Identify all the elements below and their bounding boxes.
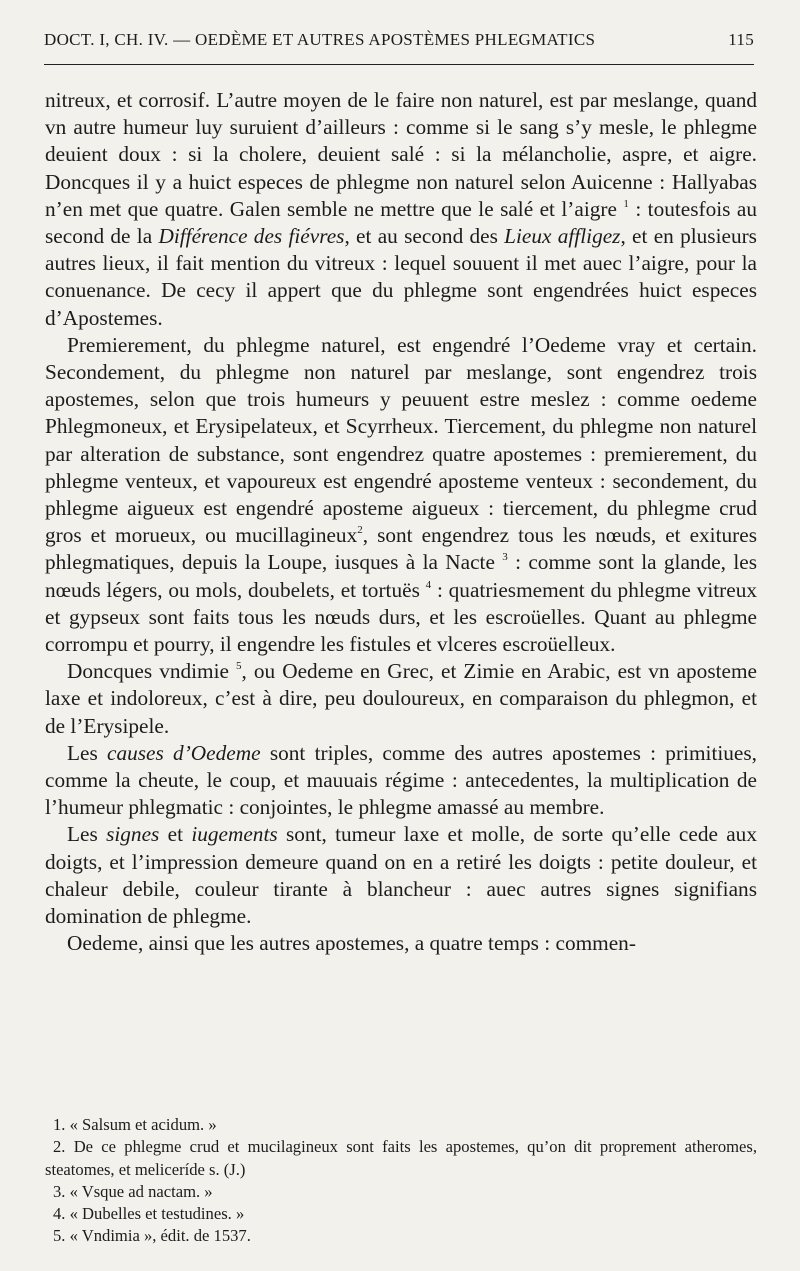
paragraph-4 — [45, 740, 757, 822]
text-run: : quatriesmement du phlegme vitreux et gypseux sont faits tous les nœuds durs, et les escroüelles. Quant au phlegme corrompu et pourry, il engendre les fistules et vlceres escroüelleux. — [45, 577, 758, 657]
paragraph-1 — [45, 87, 757, 332]
running-header — [44, 30, 754, 50]
text-run: et — [159, 822, 192, 847]
main-text — [45, 87, 757, 958]
footnotes — [45, 1114, 757, 1248]
italic-term: causes d’Oedeme — [107, 740, 261, 765]
text-run: Premierement, du phlegme naturel, est engendré l’Oedeme vray et certain. Secondement, du phlegme non naturel par meslange, sont engendrez trois apostemes, selon que trois humeurs y peuuent estre meslez : comme oedeme Phlegmoneux, et Erysipelateux, et Scyrrheux. Tiercement, du phlegme non naturel par alteration de substance, sont engendrez quatre apostemes : premierement, du phlegme venteux, et vapoureux est engendré aposteme venteux : secondement, du phlegme aigueux est engendré aposteme aigueux : tiercement, du phlegme crud gros et morueux, ou mucillagineux — [45, 332, 757, 548]
text-run: sont triples, comme des autres apostemes : primitiues, comme la cheute, le coup, et mauuais régime : antecedentes, la multiplication de l’humeur phlegmatic : conjointes, le phlegme amassé au membre. — [45, 740, 757, 820]
text-run: Doncques vndimie — [67, 659, 237, 684]
footnote-3: 3. « Vsque ad nactam. » — [53, 1181, 213, 1201]
italic-term: signes — [106, 822, 160, 847]
text-run: : toutesfois au second de la — [45, 196, 757, 249]
paragraph-5 — [45, 821, 757, 930]
text-run: , et au second des — [344, 224, 505, 249]
text-run: Oedeme, ainsi que les autres apostemes, a quatre temps : commen- — [67, 931, 636, 956]
text-run: Les — [67, 740, 108, 765]
paragraph-2 — [45, 332, 757, 658]
text-run: sont, tumeur laxe et molle, de sorte qu’elle cede aux doigts, et l’impression demeure quand on en a retiré les doigts : petite douleur, et chaleur debile, couleur tirante à blancheur : auec autres signes signifians domination de phlegme. — [45, 822, 757, 929]
footnote-4: 4. « Dubelles et testudines. » — [53, 1204, 245, 1224]
header-rule — [44, 64, 754, 65]
footnote-ref-1: 1 — [623, 197, 629, 210]
footnote-2: 2. De ce phlegme crud et mucilagineux sont faits les apostemes, qu’on dit proprement atheromes, steatomes, et meliceríde s. (J.) — [45, 1137, 757, 1179]
italic-term: iugements — [191, 822, 278, 847]
italic-title: Lieux affligez — [504, 224, 621, 249]
footnote-ref-2: 2 — [357, 524, 363, 537]
italic-title: Différence des fiévres — [158, 224, 345, 249]
running-title: DOCT. I, CH. IV. — OEDÈME ET AUTRES APOSTÈMES PHLEGMATICS — [44, 30, 596, 49]
footnote-ref-5: 5 — [236, 660, 242, 673]
page-number: 115 — [728, 30, 754, 49]
text-run: Les — [67, 822, 107, 847]
paragraph-3 — [45, 658, 757, 740]
text-run: nitreux, et corrosif. L’autre moyen de le faire non naturel, est par meslange, quand vn autre humeur luy suruient d’ailleurs : comme si le sang s’y mesle, le phlegme deuient doux : si la cholere, deuient salé : si la mélancholie, aspre, et aigre. Doncques il y a huict especes de phlegme non naturel selon Auicenne : Hallyabas n’en met que quatre. Galen semble ne mettre que le salé et l’aigre — [45, 88, 757, 221]
paragraph-6 — [45, 930, 757, 957]
text-run: : comme sont la glande, les nœuds légers, ou mols, doubelets, et tortuës — [45, 550, 757, 602]
text-run: , et en plusieurs autres lieux, il fait mention du vitreux : lequel souuent il met auec l’aigre, pour la conuenance. De cecy il appert que du phlegme sont engendrées huict especes d’Apostemes. — [45, 224, 757, 330]
footnote-ref-3: 3 — [502, 551, 508, 564]
text-run: , sont engendrez tous les nœuds, et exitures phlegmatiques, depuis la Loupe, iusques à la Nacte — [45, 523, 757, 575]
footnote-5: 5. « Vndimia », édit. de 1537. — [53, 1226, 251, 1246]
footnote-1: 1. « Salsum et acidum. » — [53, 1115, 217, 1134]
text-run: , ou Oedeme en Grec, et Zimie en Arabic, est vn aposteme laxe et indoloreux, c’est à dire, peu douloureux, en comparaison du phlegmon, et de l’Erysipele. — [45, 659, 757, 738]
footnote-ref-4: 4 — [425, 578, 432, 591]
